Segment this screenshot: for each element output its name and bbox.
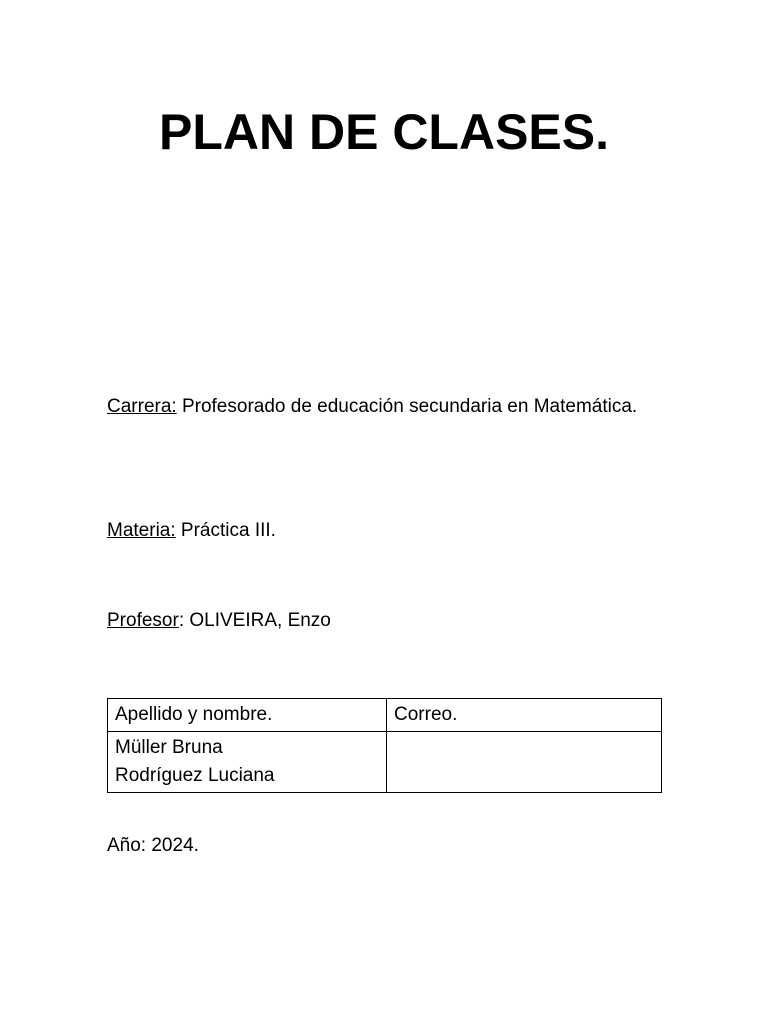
header-name: Apellido y nombre. [108,699,387,732]
profesor-value: : OLIVEIRA, Enzo [178,610,331,631]
students-table [107,698,662,793]
page-title: PLAN DE CLASES. [158,104,610,160]
students-cell [108,732,387,793]
student-name: Müller Bruna [115,737,223,758]
header-email: Correo. [387,699,662,732]
table-header-row [108,699,662,732]
profesor-label: Profesor [107,610,179,631]
anio-field: Año: 2024. [107,835,199,856]
email-cell [387,732,662,793]
carrera-label: Carrera: [107,396,177,417]
materia-label: Materia: [107,520,176,541]
carrera-field [107,390,661,423]
table-row [108,732,662,793]
student-name: Rodríguez Luciana [115,765,275,786]
profesor-field [107,604,661,637]
materia-field [107,514,661,547]
materia-value: Práctica III. [175,520,276,541]
carrera-value: Profesorado de educación secundaria en Matemática. [176,396,638,417]
